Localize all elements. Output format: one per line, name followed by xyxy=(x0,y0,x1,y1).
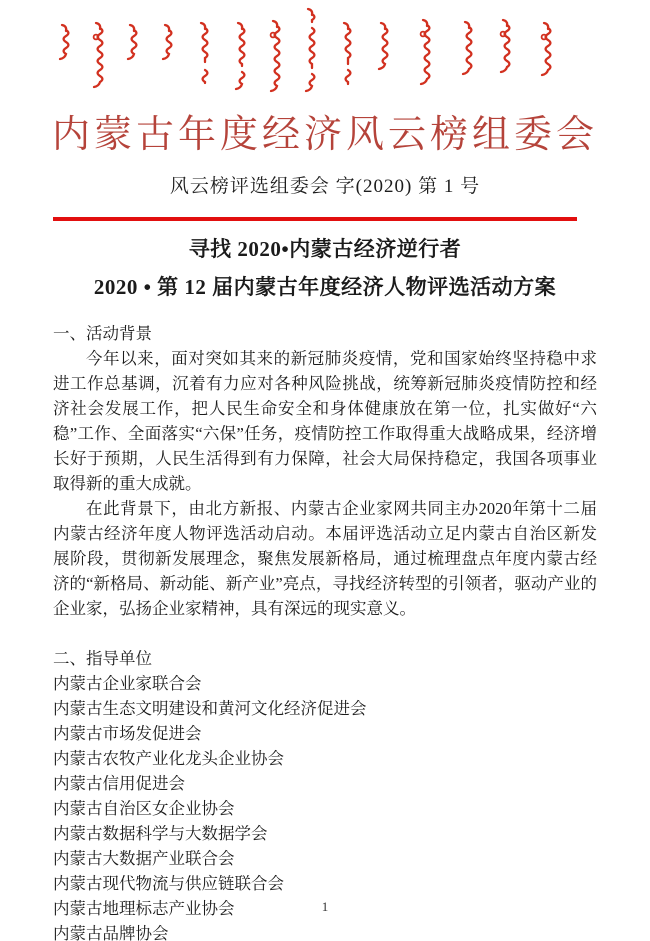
section-title-background: 一、活动背景 xyxy=(53,324,152,343)
paragraph: 在此背景下，由北方新报、内蒙古企业家网共同主办2020年第十二届内蒙古经济年度人物评选活动启动。本届评选活动立足内蒙古自治区新发展阶段，贯彻新发展理念，聚焦发展新格局，通过梳理盘点年度内蒙古经济的“新格局、新动能、新产业”亮点，寻找经济转型的引领者，驱动产业的企业家，弘扬企业家精神，具有深远的现实意义。 xyxy=(53,499,597,618)
letterhead-divider xyxy=(53,217,577,221)
org-list-item: 内蒙古现代物流与供应链联合会 xyxy=(53,874,284,893)
org-list-item: 内蒙古大数据产业联合会 xyxy=(53,849,235,868)
org-list-item: 内蒙古信用促进会 xyxy=(53,774,185,793)
page-number: 1 xyxy=(321,899,329,914)
letterhead-title: 内蒙古年度经济风云榜组委会 xyxy=(51,114,598,156)
section-title-guiding-units: 二、指导单位 xyxy=(53,649,152,668)
org-list-item: 内蒙古地理标志产业协会 xyxy=(53,899,235,918)
document-number: 风云榜评选组委会 字(2020) 第 1 号 xyxy=(169,176,481,197)
org-list-item: 内蒙古企业家联合会 xyxy=(53,674,202,693)
guiding-units-section xyxy=(53,646,597,941)
document-body xyxy=(53,321,597,941)
mongolian-script-banner-icon xyxy=(0,4,650,100)
org-list-item: 内蒙古市场发促进会 xyxy=(53,724,202,743)
org-list-item: 内蒙古自治区女企业协会 xyxy=(53,799,235,818)
paragraph: 今年以来，面对突如其来的新冠肺炎疫情，党和国家始终坚持稳中求进工作总基调，沉着有力应对各种风险挑战，统筹新冠肺炎疫情防控和经济社会发展工作，把人民生命安全和身体健康放在第一位，扎实做好“六稳”工作、全面落实“六保”任务，疫情防控工作取得重大战略成果，经济增长好于预期，人民生活得到有力保障，社会大局保持稳定，我国各项事业取得新的重大成就。 xyxy=(53,349,597,493)
org-list-item: 内蒙古生态文明建设和黄河文化经济促进会 xyxy=(53,699,367,718)
org-list-item: 内蒙古农牧产业化龙头企业协会 xyxy=(53,749,284,768)
org-list-item: 内蒙古品牌协会 xyxy=(53,924,169,941)
org-list-item: 内蒙古数据科学与大数据学会 xyxy=(53,824,268,843)
document-headline-1: 寻找 2020•内蒙古经济逆行者 xyxy=(188,237,462,261)
document-headline-2: 2020 • 第 12 届内蒙古年度经济人物评选活动方案 xyxy=(93,275,557,299)
